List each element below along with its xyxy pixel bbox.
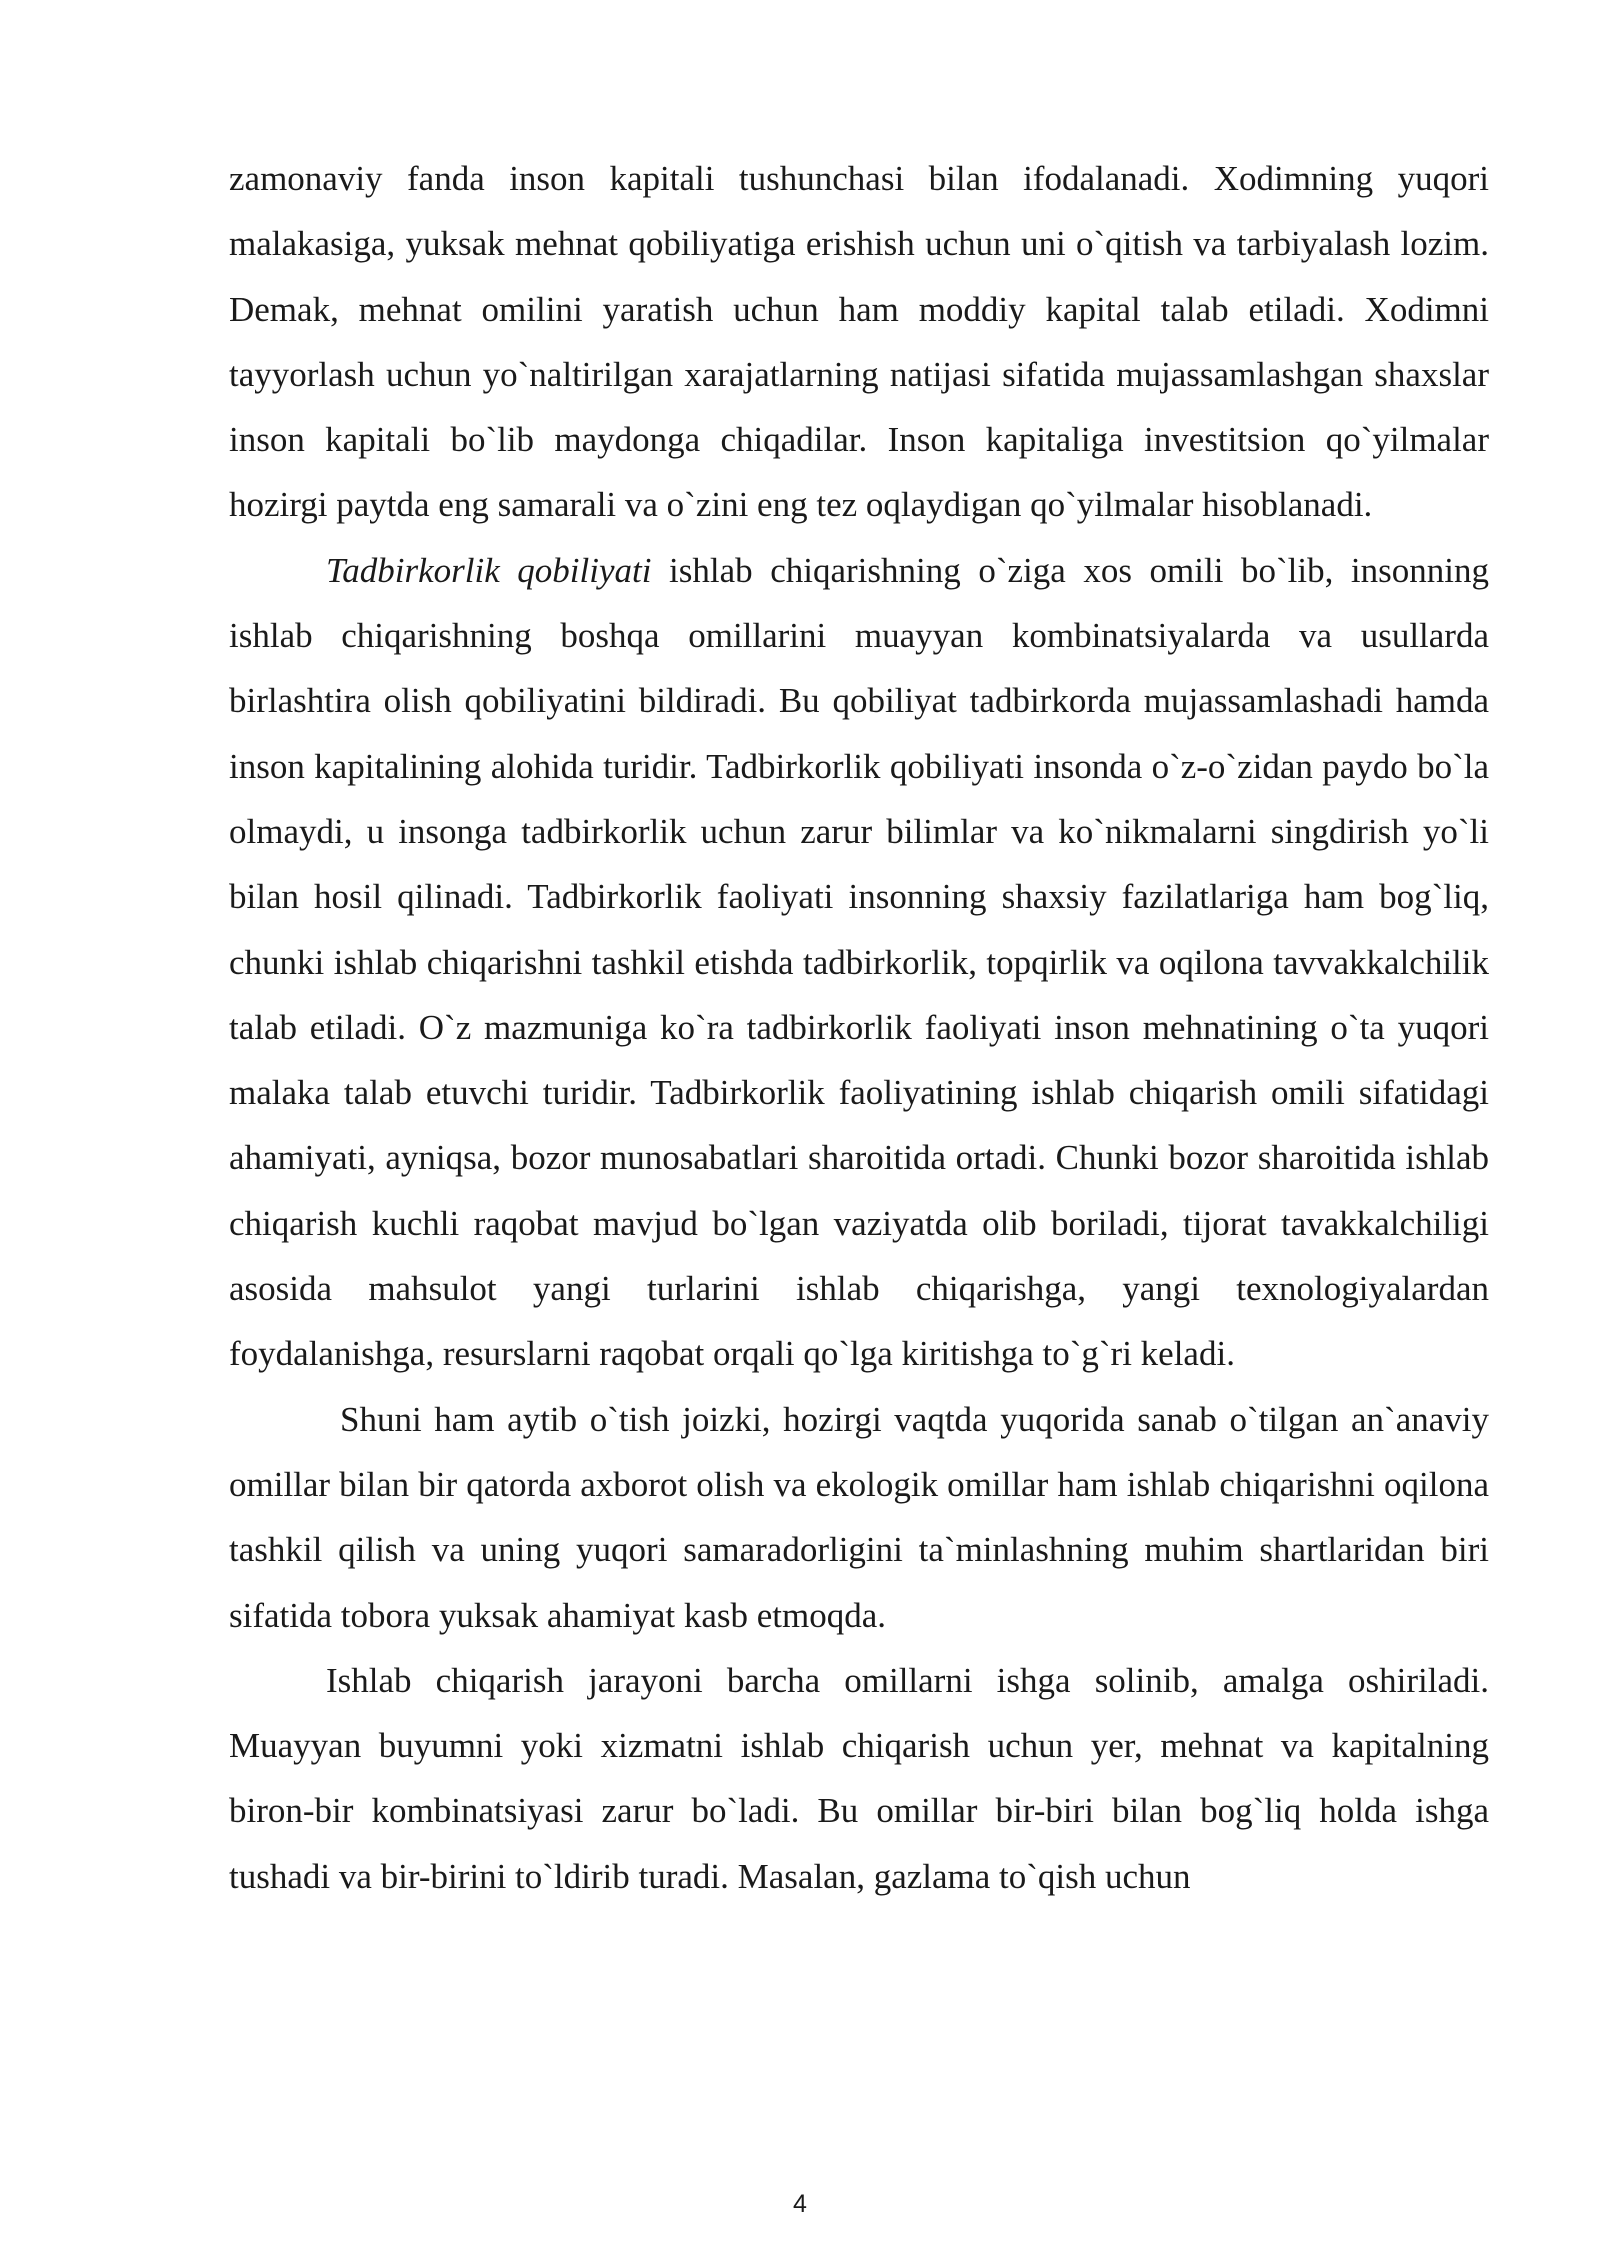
- paragraph-ishlab-chiqarish-jarayoni: Ishlab chiqarish jarayoni barcha omillarni ishga solinib, amalga oshiriladi. Muayyan buyumni yoki xizmatni ishlab chiqarish uchun yer, mehnat va kapitalning biron-bir kombinatsiyasi zarur bo`ladi. Bu omillar bir-biri bilan bog`liq holda ishga tushadi va bir-birini to`ldirib turadi. Masalan, gazlama to`qish uchun: [229, 1660, 1489, 1896]
- paragraph-tadbirkorlik-qobiliyati: [229, 538, 1489, 1387]
- page-number: 4: [793, 2190, 807, 2218]
- italic-term: Tadbirkorlik qobiliyati: [326, 550, 652, 590]
- paragraph-axborot-ekologik-omillar: Shuni ham aytib o`tish joizki, hozirgi vaqtda yuqorida sanab o`tilgan an`anaviy omillar bilan bir qatorda axborot olish va ekologik omillar ham ishlab chiqarishni oqilona tashkil qilish va uning yuqori samaradorligini ta`minlashning muhim shartlaridan biri sifatida tobora yuksak ahamiyat kasb etmoqda.: [229, 1399, 1489, 1635]
- body-text: [229, 146, 1489, 1909]
- paragraph-text: ishlab chiqarishning o`ziga xos omili bo`lib, insonning ishlab chiqarishning boshqa omillarini muayyan kombinatsiyalarda va usullarda birlashtira olish qobiliyatini bildiradi. Bu qobiliyat tadbirkorda mujassamlashadi hamda inson kapitalining alohida turidir. Tadbirkorlik qobiliyati insonda o`z-o`zidan paydo bo`la olmaydi, u insonga tadbirkorlik uchun zarur bilimlar va ko`nikmalarni singdirish yo`li bilan hosil qilinadi. Tadbirkorlik faoliyati insonning shaxsiy fazilatlariga ham bog`liq, chunki ishlab chiqarishni tashkil etishda tadbirkorlik, topqirlik va oqilona tavvakkalchilik talab etiladi. O`z mazmuniga ko`ra tadbirkorlik faoliyati inson mehnatining o`ta yuqori malaka talab etuvchi turidir. Tadbirkorlik faoliyatining ishlab chiqarish omili sifatidagi ahamiyati, ayniqsa, bozor munosabatlari sharoitida ortadi. Chunki bozor sharoitida ishlab chiqarish kuchli raqobat mavjud bo`lgan vaziyatda olib boriladi, tijorat tavakkalchiligi asosida mahsulot yangi turlarini ishlab chiqarishga, yangi texnologiyalardan foydalanishga, resurslarni raqobat orqali qo`lga kiritishga to`g`ri keladi.: [229, 550, 1489, 1374]
- paragraph-inson-kapitali: zamonaviy fanda inson kapitali tushunchasi bilan ifodalanadi. Xodimning yuqori malakasiga, yuksak mehnat qobiliyatiga erishish uchun uni o`qitish va tarbiyalash lozim. Demak, mehnat omilini yaratish uchun ham moddiy kapital talab etiladi. Xodimni tayyorlash uchun yo`naltirilgan xarajatlarning natijasi sifatida mujassamlashgan shaxslar inson kapitali bo`lib maydonga chiqadilar. Inson kapitaliga investitsion qo`yilmalar hozirgi paytda eng samarali va o`zini eng tez oqlaydigan qo`yilmalar hisoblanadi.: [229, 159, 1489, 525]
